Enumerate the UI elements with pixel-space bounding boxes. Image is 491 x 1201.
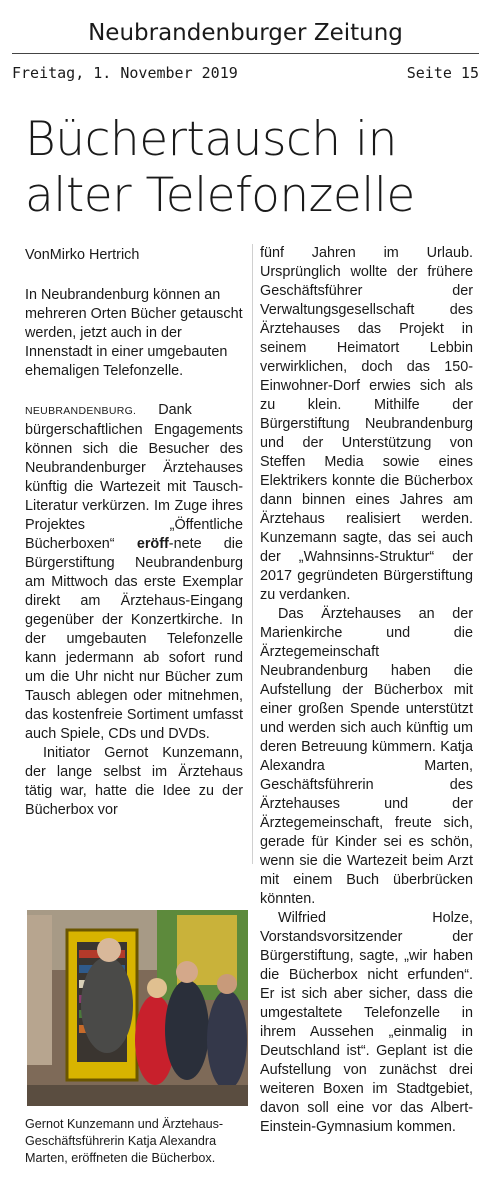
paragraph-4: Wilfried Holze, Vorstandsvorsitzender der Bürgerstiftung, sagte, „wir haben die Bücherbox nicht erfunden“. Er ist sich aber sicher, dass die umgestaltete Telefonzelle in ihrem Aussehen „einmalig in Deutschland ist“. Geplant ist die Aufstellung von zunächst drei weiteren Boxen im Stadtgebiet, davon soll eine vor das Albert-Einstein-Gymnasium kommen. xyxy=(260,910,473,1135)
page-number: Seite 15 xyxy=(406,64,479,82)
article-column-right xyxy=(260,244,473,1137)
column-divider xyxy=(252,244,253,864)
masthead-rule xyxy=(12,53,479,54)
headline-line-1: Büchertausch in xyxy=(25,112,397,167)
article-teaser: In Neubrandenburg können an mehreren Orten Bücher getauscht werden, jetzt auch in der Innenstadt in einer umgebauten ehemaligen Telefonzelle. xyxy=(25,287,243,379)
newspaper-title: Neubrandenburger Zeitung xyxy=(88,20,403,46)
paragraph-2-cont: fünf Jahren im Urlaub. Ursprünglich wollte der frühere Geschäftsführer der Verwaltungsgesellschaft des Ärztehauses das Projekt in seinem Heimatort Lebbin verwirklichen, doch das 150-Einwohner-Dorf erwies sich als zu klein. Mithilfe der Bürgerstiftung Neubrandenburg und der Unterstützung von Steffen Media sowie eines Elektrikers konnte die Bücherbox dann binnen eines Jahres am Ärztehaus realisiert werden. Kunzemann sagte, das sei auch der „Wahnsinns-Struktur“ der 2017 gegründeten Bürgerstiftung zu verdanken. xyxy=(260,245,473,603)
dateline: NEUBRANDENBURG. xyxy=(25,405,137,417)
photo-caption: Gernot Kunzemann und Ärztehaus-Geschäftsführerin Katja Alexandra Marten, eröffneten die Bücherbox. xyxy=(25,1117,224,1165)
paragraph-1: NEUBRANDENBURG. Dank bürgerschaftlichen Engagements können sich die Besucher des Neubrandenburger Ärztehauses künftig die Wartezeit mit Tausch-Literatur verkürzen. Im Zuge ihres Projektes „Öffentliche Bücherboxen“ eröff-nete die Bürgerstiftung Neubrandenburg am Mittwoch das erste Exemplar direkt am Ärztehaus-Eingang gegenüber der Konzertkirche. In der umgebauten Telefonzelle kann jedermann ab sofort rund um die Uhr nicht nur Bücher zum Tausch ablegen oder mitnehmen, das kostenfreie Sortiment umfasst auch Spiele, CDs und DVDs. xyxy=(25,402,243,742)
article-headline xyxy=(25,112,485,224)
paragraph-3: Das Ärztehauses an der Marienkirche und die Ärztegemeinschaft Neubrandenburg haben die Aufstellung der Bücherbox mit einer großen Spende unterstützt und werden sich auch künftig um deren Betreuung kümmern. Katja Alexandra Marten, Geschäftsführerin des Ärztehauses und der Ärztegemeinschaft, freute sich, gerade für Kinder sei es schön, wenn sie die Wartezeit beim Arzt mit einem Buch überbrücken könnten. xyxy=(260,606,473,907)
paragraph-1-text-a: Dank bürgerschaftlichen Engagements können sich die Besucher des Neubrandenburger Ärztehauses künftig die Wartezeit mit Tausch-Literatur verkürzen. Im Zuge ihres Projektes „Öffentliche Bücherboxen“ xyxy=(25,402,243,552)
article-photo xyxy=(27,910,248,1106)
photo-illustration xyxy=(27,910,248,1106)
issue-meta xyxy=(12,62,479,84)
masthead xyxy=(0,0,491,56)
paragraph-2-start: Initiator Gernot Kunzemann, der lange selbst im Ärztehaus tätig war, hatte die Idee zu der Bücherbox vor xyxy=(25,745,243,818)
paragraph-1-bold: eröff xyxy=(136,536,169,552)
byline: VonMirko Hertrich xyxy=(25,247,140,263)
article-column-left xyxy=(25,246,243,820)
headline-line-2: alter Telefonzelle xyxy=(25,168,415,223)
issue-date: Freitag, 1. November 2019 xyxy=(12,64,238,82)
paragraph-1-text-b: nete die Bürgerstiftung Neubrandenburg am Mittwoch das erste Exemplar direkt am Ärztehaus-Eingang gegenüber der Konzertkirche. In der umgebauten Telefonzelle kann jedermann ab sofort rund um die Uhr nicht nur Bücher zum Tausch ablegen oder mitnehmen, das kostenfreie Sortiment umfasst auch Spiele, CDs und DVDs. xyxy=(25,536,243,742)
